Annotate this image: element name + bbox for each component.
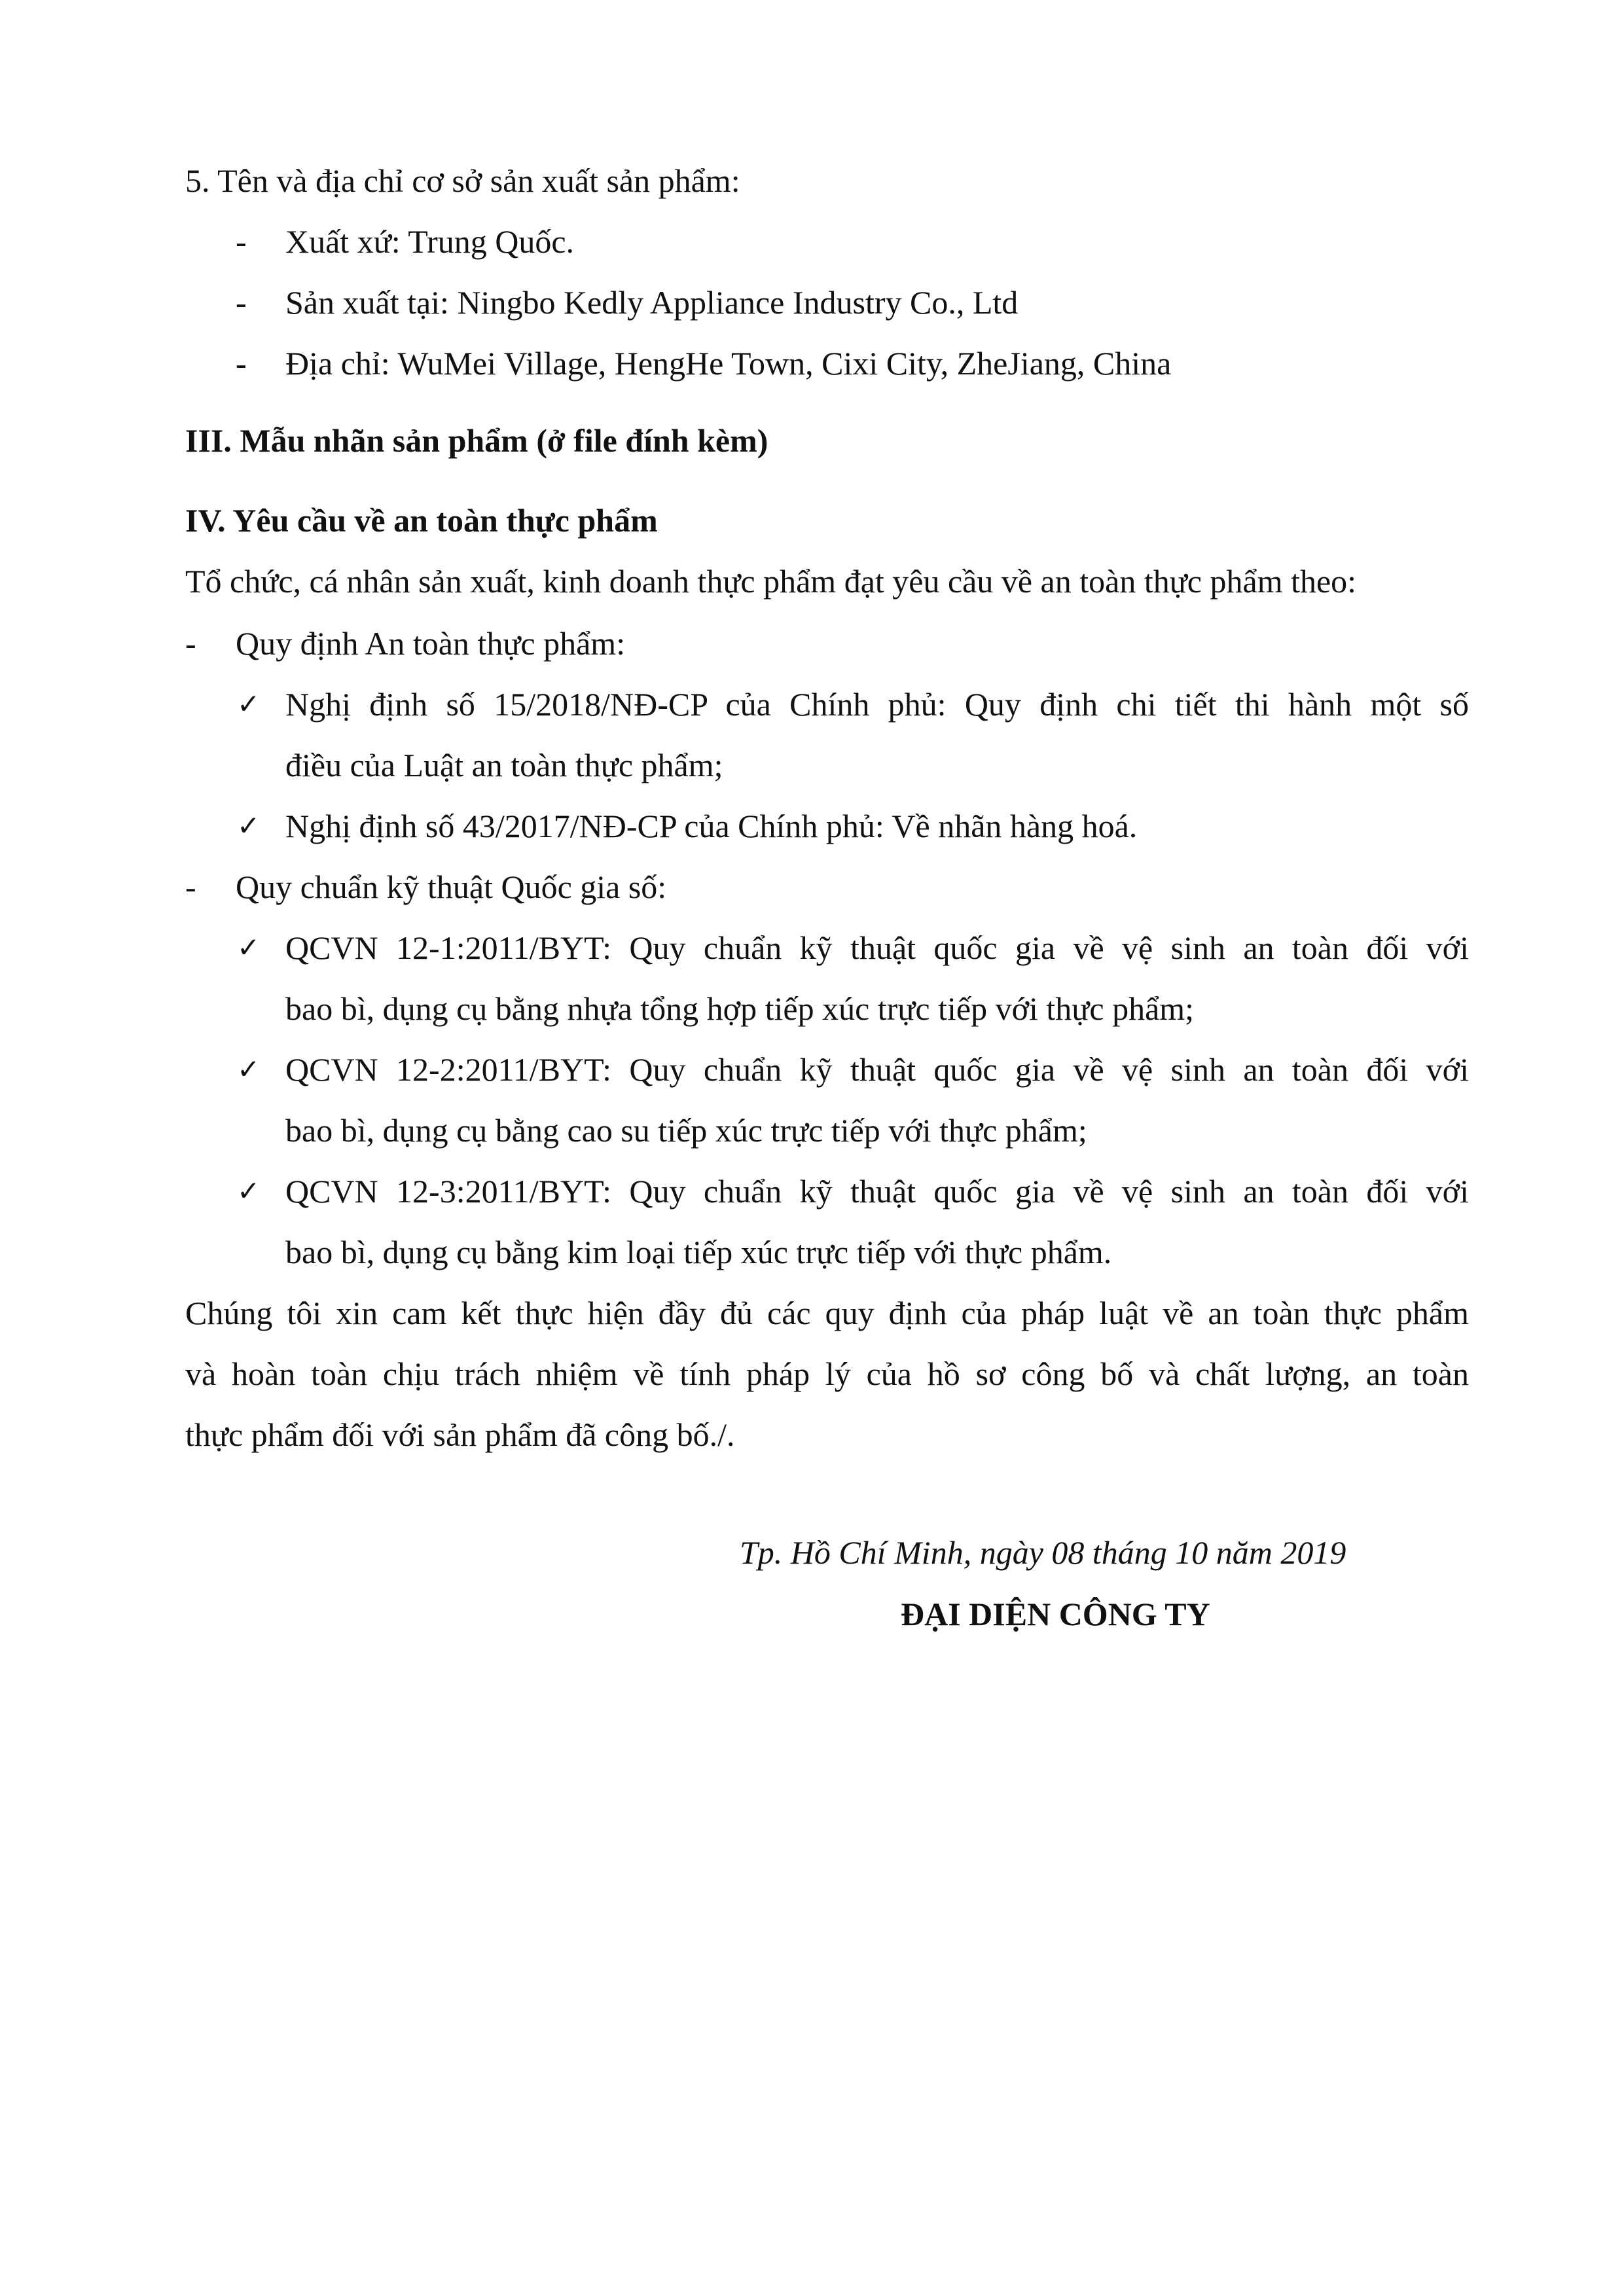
dash-bullet: - [185, 869, 196, 905]
checkmark-icon: ✓ [237, 1053, 261, 1085]
qcvn-12-2-line2: bao bì, dụng cụ bằng cao su tiếp xúc trực tiếp với thực phẩm; [285, 1112, 1087, 1149]
address-item: Địa chỉ: WuMei Village, HengHe Town, Cixi City, ZheJiang, China [285, 345, 1172, 382]
decree-15-line1: Nghị định số 15/2018/NĐ-CP của Chính phủ: Quy định chi tiết thi hành một số [285, 686, 1469, 723]
dash-bullet: - [185, 625, 196, 662]
dash-bullet: - [236, 345, 247, 382]
commitment-line2: và hoàn toàn chịu trách nhiệm về tính pháp lý của hồ sơ công bố và chất lượng, an toàn [185, 1355, 1469, 1392]
checkmark-icon: ✓ [237, 810, 261, 842]
checkmark-icon: ✓ [237, 1175, 261, 1207]
decree-43-line1: Nghị định số 43/2017/NĐ-CP của Chính phủ: Về nhãn hàng hoá. [285, 808, 1138, 844]
checkmark-icon: ✓ [237, 931, 261, 963]
dash-bullet: - [236, 284, 247, 321]
qcvn-12-3-line2: bao bì, dụng cụ bằng kim loại tiếp xúc trực tiếp với thực phẩm. [285, 1234, 1112, 1270]
section3-heading: III. Mẫu nhãn sản phẩm (ở file đính kèm) [185, 422, 768, 459]
checkmark-icon: ✓ [237, 688, 261, 720]
group2-label: Quy chuẩn kỹ thuật Quốc gia số: [236, 869, 667, 905]
qcvn-12-1-line2: bao bì, dụng cụ bằng nhựa tổng hợp tiếp xúc trực tiếp với thực phẩm; [285, 990, 1195, 1027]
origin-item: Xuất xứ: Trung Quốc. [285, 223, 575, 260]
section4-intro: Tổ chức, cá nhân sản xuất, kinh doanh thực phẩm đạt yêu cầu về an toàn thực phẩm theo: [185, 563, 1357, 600]
qcvn-12-1-line1: QCVN 12-1:2011/BYT: Quy chuẩn kỹ thuật quốc gia về vệ sinh an toàn đối với [285, 929, 1469, 966]
qcvn-12-3-line1: QCVN 12-3:2011/BYT: Quy chuẩn kỹ thuật quốc gia về vệ sinh an toàn đối với [285, 1173, 1469, 1210]
dash-bullet: - [236, 223, 247, 260]
manufacturer-item: Sản xuất tại: Ningbo Kedly Appliance Industry Co., Ltd [285, 284, 1019, 321]
section4-heading: IV. Yêu cầu về an toàn thực phẩm [185, 502, 658, 539]
place-date: Tp. Hồ Chí Minh, ngày 08 tháng 10 năm 2019 [740, 1534, 1346, 1571]
group1-label: Quy định An toàn thực phẩm: [236, 625, 626, 662]
decree-15-line2: điều của Luật an toàn thực phẩm; [285, 747, 723, 783]
commitment-line1: Chúng tôi xin cam kết thực hiện đầy đủ các quy định của pháp luật về an toàn thực phẩm [185, 1295, 1469, 1331]
commitment-line3: thực phẩm đối với sản phẩm đã công bố./. [185, 1416, 735, 1453]
signature-title: ĐẠI DIỆN CÔNG TY [901, 1596, 1210, 1632]
qcvn-12-2-line1: QCVN 12-2:2011/BYT: Quy chuẩn kỹ thuật quốc gia về vệ sinh an toàn đối với [285, 1051, 1469, 1088]
section5-heading: 5. Tên và địa chỉ cơ sở sản xuất sản phẩm: [185, 162, 740, 199]
